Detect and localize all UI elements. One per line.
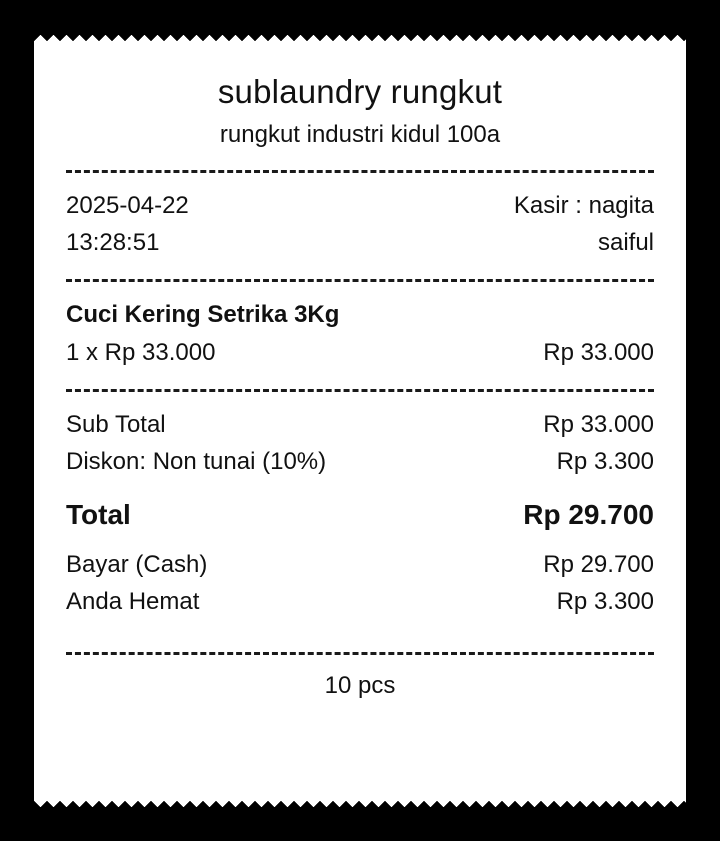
subtotal-row (66, 406, 654, 443)
spacer-bottom (66, 620, 654, 634)
divider-items (66, 279, 654, 282)
divider-footer (66, 652, 654, 655)
item-line-row (66, 334, 654, 371)
spacer (66, 538, 654, 546)
total-value: Rp 29.700 (523, 499, 654, 530)
transaction-time-row (66, 224, 654, 261)
payment-row (66, 546, 654, 583)
divider-totals (66, 389, 654, 392)
item-name: Cuci Kering Setrika 3Kg (66, 301, 340, 328)
savings-label: Anda Hemat (66, 588, 200, 615)
cashier-name-second: saiful (597, 229, 654, 256)
item-qty-price: 1 x Rp 33.000 (66, 339, 216, 366)
total-label: Total (66, 499, 131, 530)
footer-piece-count: 10 pcs (324, 672, 396, 699)
payment-value: Rp 29.700 (543, 551, 654, 578)
subtotal-value: Rp 33.000 (543, 411, 654, 438)
item-amount: Rp 33.000 (543, 339, 654, 366)
subtotal-label: Sub Total (66, 411, 166, 438)
receipt-paper (34, 28, 686, 814)
discount-label: Diskon: Non tunai (10%) (66, 448, 327, 475)
payment-label: Bayar (Cash) (66, 551, 208, 578)
transaction-time: 13:28:51 (66, 229, 160, 256)
savings-value: Rp 3.300 (556, 588, 654, 615)
shop-name: sublaundry rungkut (217, 73, 503, 110)
transaction-date-row (66, 187, 654, 224)
transaction-date: 2025-04-22 (66, 192, 189, 219)
shop-address: rungkut industri kidul 100a (219, 121, 501, 148)
discount-value: Rp 3.300 (556, 448, 654, 475)
divider-header (66, 170, 654, 173)
discount-row (66, 443, 654, 480)
total-row (66, 492, 654, 538)
savings-row (66, 583, 654, 620)
receipt-content (34, 44, 686, 798)
cashier-label: Kasir : nagita (513, 192, 654, 219)
